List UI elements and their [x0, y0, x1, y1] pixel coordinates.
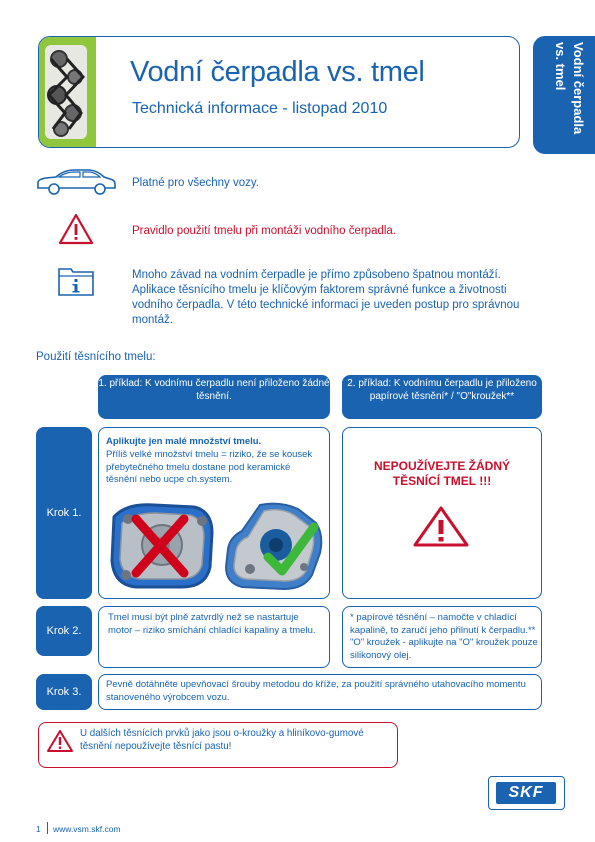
step-2-example-2-text: * papírové těsnění – namočte v chladící kapalině, to zaručí jeho přilnutí k čerpadlu.** "O" kroužek - aplikujte na "O" kroužek pouze silikonový olej. [350, 612, 538, 661]
step-1-label: Krok 1. [36, 427, 92, 599]
page-subtitle: Technická informace - listopad 2010 [132, 100, 388, 117]
example-1-header: 1. příklad: K vodnímu čerpadlu není přiloženo žádné těsnění. [98, 375, 330, 419]
header-box [38, 36, 520, 148]
page-title: Vodní čerpadla vs. tmel [130, 56, 425, 88]
warning-triangle-icon [58, 213, 94, 245]
page-number: 1 [36, 824, 41, 834]
details-text: Mnoho závad na vodním čerpadle je přímo způsobeno špatnou montáží. Aplikace těsnícího tmelu je klíčovým faktorem správné funkce a životnosti vodního čerpadla. V této technické informaci je uveden postup pro správnou montáž. [132, 269, 520, 326]
warning-triangle-icon [411, 505, 471, 547]
step-2-label: Krok 2. [36, 606, 92, 656]
skf-logo: SKF [496, 782, 556, 804]
step-1-example-1-text: Příliš velké množství tmelu = riziko, že se kousek přebytečného tmelu dostane pod keramické těsnění nebo ucpe ch.system. [106, 449, 313, 485]
belt-drive-illustration [39, 37, 96, 147]
footer-separator [47, 822, 48, 834]
step-2-example-1-text: Tmel musí být plně zatvrdlý než se nastartuje motor – riziko smíchání chladící kapaliny a tmelu. [108, 612, 316, 636]
rule-text: Pravidlo použití tmelu při montáži vodního čerpadla. [132, 225, 397, 237]
step-3-label: Krok 3. [36, 674, 92, 710]
side-tab-label: Vodní čerpadla vs. tmel [553, 42, 586, 135]
car-icon [34, 166, 118, 198]
warning-text: U dalších těsnících prvků jako jsou o-kroužky a hliníkovo-gumové těsnění nepoužívejte těsnící pastu! [80, 728, 364, 752]
step-1-example-1-heading: Aplikujte jen malé množství tmelu. [106, 436, 262, 447]
footer-link[interactable]: www.vsm.skf.com [53, 824, 121, 834]
pump-correct-sealant-photo [220, 497, 326, 593]
applicability-text: Platné pro všechny vozy. [132, 177, 259, 189]
belt-drive-photo [39, 37, 96, 147]
step-3-text: Pevně dotáhněte upevňovací šrouby metodou do kříže, za použití správného utahovacího momentu stanoveného výrobcem vozu. [106, 679, 526, 703]
info-folder-icon [58, 264, 94, 296]
warning-triangle-icon [46, 729, 74, 753]
no-sealant-warning: NEPOUŽÍVEJTE ŽÁDNÝ TĚSNÍCÍ TMEL !!! [373, 459, 511, 488]
example-2-header: 2. příklad: K vodnímu čerpadlu je přiloženo papírové těsnění* / "O"kroužek** [342, 375, 542, 419]
section-heading: Použití těsnícího tmelu: [36, 351, 156, 363]
side-tab [533, 36, 595, 154]
pump-excess-sealant-photo [106, 497, 218, 593]
